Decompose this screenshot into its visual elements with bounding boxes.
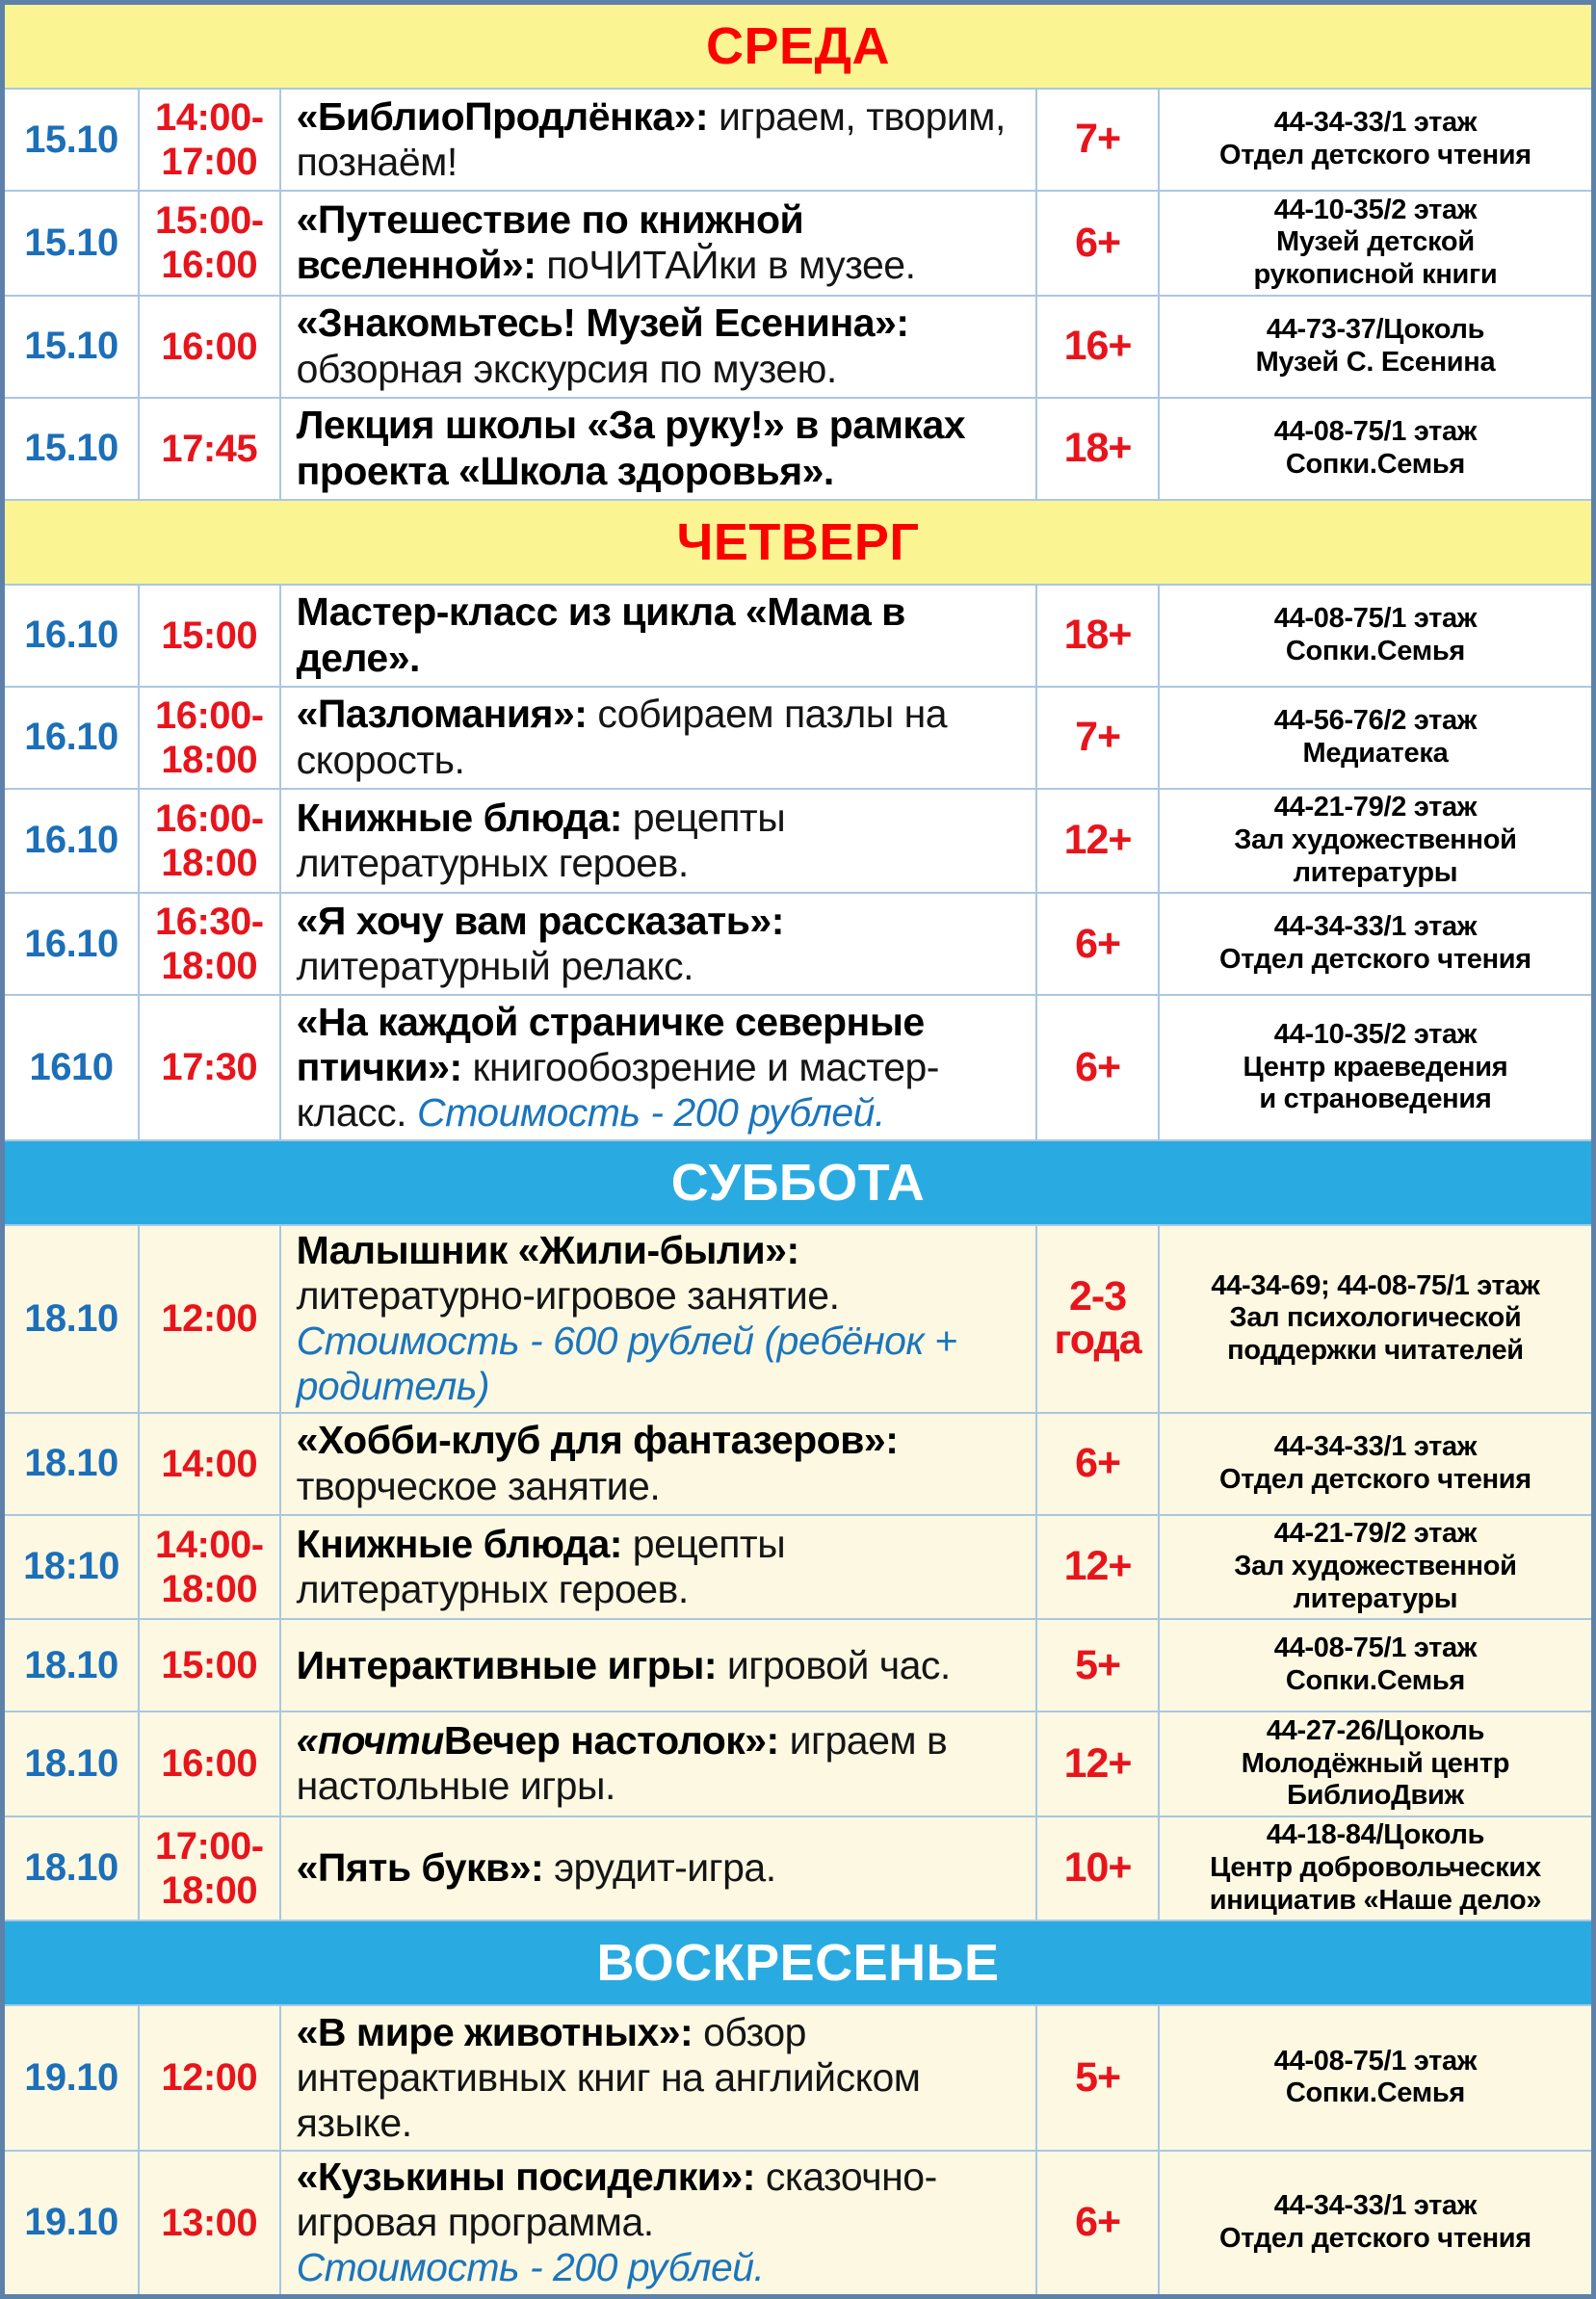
- schedule-row: [5, 790, 1591, 894]
- schedule-row: [5, 192, 1591, 296]
- event-segment: литературный релакс.: [296, 944, 693, 989]
- phone-location-line: Молодёжный центр: [1241, 1747, 1510, 1779]
- phone-location-line: 44-73-37/Цоколь: [1266, 313, 1485, 345]
- event-cell: [281, 2006, 1038, 2150]
- date-cell: [5, 1620, 140, 1711]
- event-date: 18.10: [24, 1296, 118, 1340]
- date-cell: [5, 1712, 140, 1815]
- age-rating-badge: [1037, 399, 1160, 499]
- event-time-line: 15:00: [161, 1644, 258, 1687]
- day-header-label: ВОСКРЕСЕНЬЕ: [596, 1934, 1000, 1993]
- event-date: 19.10: [24, 2055, 118, 2099]
- event-segment: «В мире животных»:: [296, 2009, 704, 2054]
- event-segment: творческое занятие.: [296, 1463, 661, 1508]
- event-cell: [281, 790, 1038, 892]
- age-rating-badge: [1037, 790, 1160, 892]
- event-description: [297, 1228, 1027, 1410]
- location-cell: [1160, 1516, 1591, 1618]
- event-time-line: 15:00: [161, 614, 258, 657]
- phone-location-line: Отдел детского чтения: [1218, 140, 1531, 171]
- phone-location-line: Центр краеведения: [1243, 1051, 1508, 1083]
- event-time-line: 17:00: [161, 141, 258, 184]
- location-cell: [1160, 90, 1591, 190]
- location-cell: [1160, 1620, 1591, 1711]
- event-segment: «Кузькины посиделки»:: [296, 2155, 766, 2200]
- event-segment: сказочно-игровая программа.: [296, 2155, 937, 2245]
- schedule-row: [5, 399, 1591, 501]
- event-segment: обзорная экскурсия по музею.: [296, 346, 837, 391]
- event-description: [297, 1643, 951, 1688]
- event-time-line: 12:00: [161, 1297, 258, 1341]
- event-time-line: 14:00: [161, 1442, 258, 1485]
- phone-location-line: 44-27-26/Цоколь: [1266, 1714, 1485, 1746]
- phone-location-line: Центр добровольческих: [1210, 1851, 1541, 1883]
- event-segment: литературно-игровое занятие.: [296, 1272, 840, 1318]
- event-time-line: 17:45: [161, 427, 258, 470]
- time-cell: [140, 399, 281, 499]
- event-date: 18:10: [23, 1545, 119, 1588]
- event-segment: Малышник «Жили-были»:: [296, 1227, 799, 1272]
- time-cell: [140, 90, 281, 190]
- phone-location-line: Отдел детского чтения: [1218, 944, 1531, 976]
- date-cell: [5, 1414, 140, 1514]
- event-price: Стоимость - 200 рублей.: [296, 2245, 765, 2290]
- event-segment: рецепты литературных героев.: [296, 1521, 786, 1611]
- phone-location-line: 44-34-33/1 этаж: [1273, 2190, 1478, 2222]
- phone-location-line: поддержки читателей: [1227, 1334, 1524, 1366]
- day-header-label: СРЕДА: [706, 17, 890, 75]
- age-rating-badge: [1037, 192, 1160, 294]
- age-rating-line: 6+: [1075, 1043, 1121, 1090]
- event-time-line: 13:00: [161, 2201, 258, 2244]
- event-segment: Вечер настолок»:: [443, 1718, 790, 1763]
- schedule-row: [5, 1226, 1591, 1414]
- event-price: Стоимость - 200 рублей.: [416, 1089, 885, 1135]
- phone-location-line: 44-08-75/1 этаж: [1273, 602, 1478, 634]
- phone-location-line: Отдел детского чтения: [1218, 1463, 1531, 1495]
- event-segment: играем в настольные игры.: [296, 1718, 948, 1809]
- date-cell: [5, 1516, 140, 1618]
- event-date: 19.10: [24, 2201, 118, 2244]
- event-segment: «Хобби-клуб для фантазеров»:: [296, 1418, 899, 1463]
- age-rating-line: 12+: [1063, 1739, 1132, 1787]
- phone-location-line: Музей С. Есенина: [1255, 346, 1496, 378]
- event-segment: книгообозрение и мастер-класс.: [296, 1044, 939, 1135]
- location-cell: [1160, 399, 1591, 499]
- event-cell: [281, 894, 1038, 994]
- age-rating-badge: [1037, 2152, 1160, 2295]
- phone-location-line: 44-10-35/2 этаж: [1273, 1018, 1478, 1050]
- event-date: 15.10: [24, 325, 118, 368]
- event-segment: обзор интерактивных книг на английском языке.: [296, 2009, 921, 2145]
- location-cell: [1160, 2006, 1591, 2150]
- event-time-line: 18:00: [161, 738, 258, 781]
- schedule-row: [5, 1516, 1591, 1620]
- event-time-line: 16:00: [161, 244, 258, 287]
- age-rating-badge: [1037, 1226, 1160, 1412]
- age-rating-line: 7+: [1075, 116, 1121, 163]
- age-rating-line: 6+: [1075, 219, 1121, 266]
- age-rating-line: 10+: [1063, 1844, 1132, 1892]
- event-date: 18.10: [24, 1846, 118, 1890]
- phone-location-line: 44-56-76/2 этаж: [1273, 704, 1478, 736]
- event-description: [297, 1522, 1027, 1612]
- time-cell: [140, 1516, 281, 1618]
- schedule-row: [5, 894, 1591, 996]
- event-time-line: 12:00: [161, 2056, 258, 2100]
- age-rating-badge: [1037, 90, 1160, 190]
- age-rating-line: 12+: [1063, 1543, 1132, 1590]
- age-rating-badge: [1037, 1620, 1160, 1711]
- phone-location-line: литературы: [1293, 1582, 1458, 1614]
- phone-location-line: 44-10-35/2 этаж: [1273, 194, 1478, 225]
- event-segment: Мастер-класс из цикла «Мама в деле».: [296, 589, 905, 680]
- phone-location-line: Зал художественной: [1234, 1551, 1517, 1582]
- phone-location-line: Сопки.Семья: [1285, 1665, 1466, 1697]
- event-time-line: 16:30-: [154, 901, 264, 944]
- schedule-row: [5, 90, 1591, 192]
- schedule-row: [5, 2152, 1591, 2295]
- age-rating-line: 6+: [1075, 920, 1121, 967]
- phone-location-line: литературы: [1293, 856, 1458, 888]
- location-cell: [1160, 688, 1591, 788]
- event-price: Стоимость - 600 рублей (ребёнок + родитель): [296, 1319, 957, 1409]
- day-header-saturday: [5, 1141, 1591, 1226]
- phone-location-line: 44-08-75/1 этаж: [1273, 2045, 1478, 2077]
- event-description: [297, 589, 1027, 680]
- age-rating-badge: [1037, 1414, 1160, 1514]
- phone-location-line: Сопки.Семья: [1285, 635, 1466, 666]
- schedule-row: [5, 1712, 1591, 1816]
- event-description: [297, 403, 1027, 493]
- date-cell: [5, 399, 140, 499]
- event-segment: «Я хочу вам рассказать»:: [296, 898, 784, 943]
- time-cell: [140, 2152, 281, 2295]
- location-cell: [1160, 996, 1591, 1139]
- age-rating-line: 5+: [1075, 1641, 1121, 1688]
- phone-location-line: 44-08-75/1 этаж: [1273, 415, 1478, 447]
- event-segment: Книжные блюда:: [296, 795, 633, 840]
- event-date: 18.10: [24, 1741, 118, 1785]
- schedule-row: [5, 1620, 1591, 1712]
- time-cell: [140, 1620, 281, 1711]
- age-rating-line: 12+: [1063, 817, 1132, 864]
- phone-location-line: Зал психологической: [1229, 1302, 1522, 1334]
- location-cell: [1160, 790, 1591, 892]
- event-segment: собираем пазлы на скорость.: [296, 692, 948, 782]
- time-cell: [140, 297, 281, 397]
- event-date: 16.10: [24, 819, 118, 862]
- event-time-line: 18:00: [161, 945, 258, 988]
- date-cell: [5, 297, 140, 397]
- event-description: [297, 1845, 776, 1891]
- date-cell: [5, 1817, 140, 1920]
- event-segment: эрудит-игра.: [554, 1845, 776, 1891]
- event-date: 1610: [29, 1045, 114, 1088]
- event-description: [297, 300, 1027, 391]
- age-rating-line: 18+: [1063, 612, 1132, 658]
- phone-location-line: 44-34-33/1 этаж: [1273, 1430, 1478, 1462]
- date-cell: [5, 688, 140, 788]
- time-cell: [140, 1226, 281, 1412]
- location-cell: [1160, 894, 1591, 994]
- date-cell: [5, 2006, 140, 2150]
- event-description: [297, 1418, 1027, 1508]
- time-cell: [140, 1817, 281, 1920]
- event-time-line: 15:00-: [154, 199, 264, 243]
- schedule-row: [5, 1414, 1591, 1516]
- phone-location-line: 44-18-84/Цоколь: [1266, 1819, 1485, 1851]
- day-header-label: ЧЕТВЕРГ: [676, 512, 920, 571]
- event-segment: поЧИТАЙки в музее.: [546, 243, 916, 288]
- event-cell: [281, 399, 1038, 499]
- age-rating-badge: [1037, 894, 1160, 994]
- phone-location-line: Сопки.Семья: [1285, 448, 1466, 480]
- event-description: [297, 197, 1027, 288]
- age-rating-line: 18+: [1063, 424, 1132, 471]
- event-description: [297, 94, 1027, 185]
- event-cell: [281, 90, 1038, 190]
- location-cell: [1160, 586, 1591, 686]
- time-cell: [140, 790, 281, 892]
- event-time-line: 14:00-: [154, 1523, 264, 1566]
- date-cell: [5, 586, 140, 686]
- event-segment: «Путешествие по книжной вселенной»:: [296, 197, 804, 288]
- event-date: 15.10: [24, 427, 118, 470]
- schedule-row: [5, 688, 1591, 790]
- schedule-row: [5, 1817, 1591, 1921]
- event-cell: [281, 1620, 1038, 1711]
- event-cell: [281, 1712, 1038, 1815]
- phone-location-line: инициатив «Наше дело»: [1209, 1884, 1542, 1916]
- time-cell: [140, 688, 281, 788]
- phone-location-line: БиблиоДвиж: [1287, 1780, 1464, 1812]
- phone-location-line: 44-34-69; 44-08-75/1 этаж: [1211, 1269, 1540, 1301]
- day-header-label: СУББОТА: [670, 1153, 926, 1212]
- phone-location-line: 44-08-75/1 этаж: [1273, 1633, 1478, 1664]
- day-header-thursday: [5, 501, 1591, 586]
- event-cell: [281, 2152, 1038, 2295]
- event-cell: [281, 688, 1038, 788]
- age-rating-badge: [1037, 688, 1160, 788]
- event-time-line: 18:00: [161, 1868, 258, 1912]
- time-cell: [140, 894, 281, 994]
- event-segment: «На каждой страничке северные птички»:: [296, 999, 925, 1089]
- event-segment: «Знакомьтесь! Музей Есенина»:: [296, 300, 909, 346]
- event-segment: играем, творим, познаём!: [296, 93, 1006, 185]
- event-description: [297, 796, 1027, 886]
- date-cell: [5, 1226, 140, 1412]
- event-time-line: 16:00-: [154, 797, 264, 840]
- day-header-wednesday: [5, 5, 1591, 90]
- location-cell: [1160, 1414, 1591, 1514]
- event-description: [297, 692, 1027, 782]
- age-rating-badge: [1037, 586, 1160, 686]
- age-rating-line: 6+: [1075, 1440, 1121, 1487]
- time-cell: [140, 2006, 281, 2150]
- event-time-line: 16:00: [161, 325, 258, 368]
- event-segment: «Пять букв»:: [296, 1845, 555, 1891]
- event-time-line: 16:00-: [154, 693, 264, 737]
- event-cell: [281, 1414, 1038, 1514]
- time-cell: [140, 1414, 281, 1514]
- event-cell: [281, 586, 1038, 686]
- phone-location-line: 44-34-33/1 этаж: [1273, 107, 1478, 139]
- location-cell: [1160, 1817, 1591, 1920]
- phone-location-line: рукописной книги: [1253, 259, 1498, 291]
- event-time-line: 18:00: [161, 841, 258, 884]
- location-cell: [1160, 192, 1591, 294]
- event-segment: Книжные блюда:: [296, 1521, 633, 1566]
- event-date: 16.10: [24, 922, 118, 965]
- event-segment: «почти: [296, 1718, 444, 1763]
- event-description: [297, 1718, 1027, 1809]
- event-segment: рецепты литературных героев.: [296, 795, 786, 885]
- phone-location-line: 44-21-79/2 этаж: [1273, 1518, 1478, 1550]
- age-rating-badge: [1037, 1516, 1160, 1618]
- date-cell: [5, 894, 140, 994]
- event-description: [297, 899, 1027, 989]
- event-description: [297, 1000, 1027, 1136]
- event-time-line: 16:00: [161, 1742, 258, 1786]
- phone-location-line: Зал художественной: [1234, 824, 1517, 856]
- event-segment: «БиблиоПродлёнка»:: [296, 93, 719, 139]
- age-rating-line: 5+: [1075, 2053, 1121, 2101]
- event-time-line: 18:00: [161, 1567, 258, 1610]
- event-segment: «Пазломания»:: [296, 692, 598, 737]
- event-cell: [281, 192, 1038, 294]
- event-description: [297, 2010, 1027, 2146]
- date-cell: [5, 790, 140, 892]
- location-cell: [1160, 297, 1591, 397]
- age-rating-line: 2-3: [1069, 1272, 1127, 1319]
- schedule-row: [5, 586, 1591, 688]
- location-cell: [1160, 2152, 1591, 2295]
- event-time-line: 14:00-: [154, 96, 264, 140]
- phone-location-line: 44-21-79/2 этаж: [1273, 792, 1478, 823]
- event-date: 16.10: [24, 716, 118, 759]
- phone-location-line: Музей детской: [1276, 226, 1475, 258]
- schedule-row: [5, 297, 1591, 399]
- time-cell: [140, 996, 281, 1139]
- event-date: 15.10: [24, 221, 118, 264]
- event-date: 18.10: [24, 1442, 118, 1485]
- event-cell: [281, 1516, 1038, 1618]
- age-rating-badge: [1037, 1817, 1160, 1920]
- event-cell: [281, 297, 1038, 397]
- phone-location-line: 44-34-33/1 этаж: [1273, 911, 1478, 943]
- time-cell: [140, 192, 281, 294]
- event-time-line: 17:30: [161, 1046, 258, 1089]
- event-segment: Интерактивные игры:: [296, 1642, 727, 1687]
- time-cell: [140, 1712, 281, 1815]
- age-rating-badge: [1037, 996, 1160, 1139]
- age-rating-line: 6+: [1075, 2199, 1121, 2246]
- event-segment: игровой час.: [726, 1642, 951, 1687]
- location-cell: [1160, 1712, 1591, 1815]
- event-cell: [281, 1817, 1038, 1920]
- phone-location-line: Отдел детского чтения: [1218, 2222, 1531, 2254]
- age-rating-badge: [1037, 2006, 1160, 2150]
- event-time-line: 17:00-: [154, 1824, 264, 1868]
- age-rating-line: года: [1054, 1317, 1141, 1364]
- day-header-sunday: [5, 1921, 1591, 2006]
- phone-location-line: и страноведения: [1259, 1084, 1492, 1115]
- time-cell: [140, 586, 281, 686]
- schedule-row: [5, 996, 1591, 1141]
- event-cell: [281, 1226, 1038, 1412]
- event-cell: [281, 996, 1038, 1139]
- date-cell: [5, 996, 140, 1139]
- location-cell: [1160, 1226, 1591, 1412]
- age-rating-line: 16+: [1063, 322, 1132, 369]
- event-date: 15.10: [24, 118, 118, 161]
- event-description: [297, 2155, 1027, 2290]
- age-rating-badge: [1037, 1712, 1160, 1815]
- date-cell: [5, 192, 140, 294]
- age-rating-badge: [1037, 297, 1160, 397]
- age-rating-line: 7+: [1075, 714, 1121, 761]
- phone-location-line: Сопки.Семья: [1285, 2077, 1466, 2109]
- date-cell: [5, 90, 140, 190]
- event-date: 18.10: [24, 1643, 118, 1686]
- date-cell: [5, 2152, 140, 2295]
- schedule-row: [5, 2006, 1591, 2152]
- phone-location-line: Медиатека: [1302, 737, 1449, 769]
- event-date: 16.10: [24, 614, 118, 657]
- event-segment: Лекция школы «За руку!» в рамках проекта «Школа здоровья».: [296, 403, 966, 493]
